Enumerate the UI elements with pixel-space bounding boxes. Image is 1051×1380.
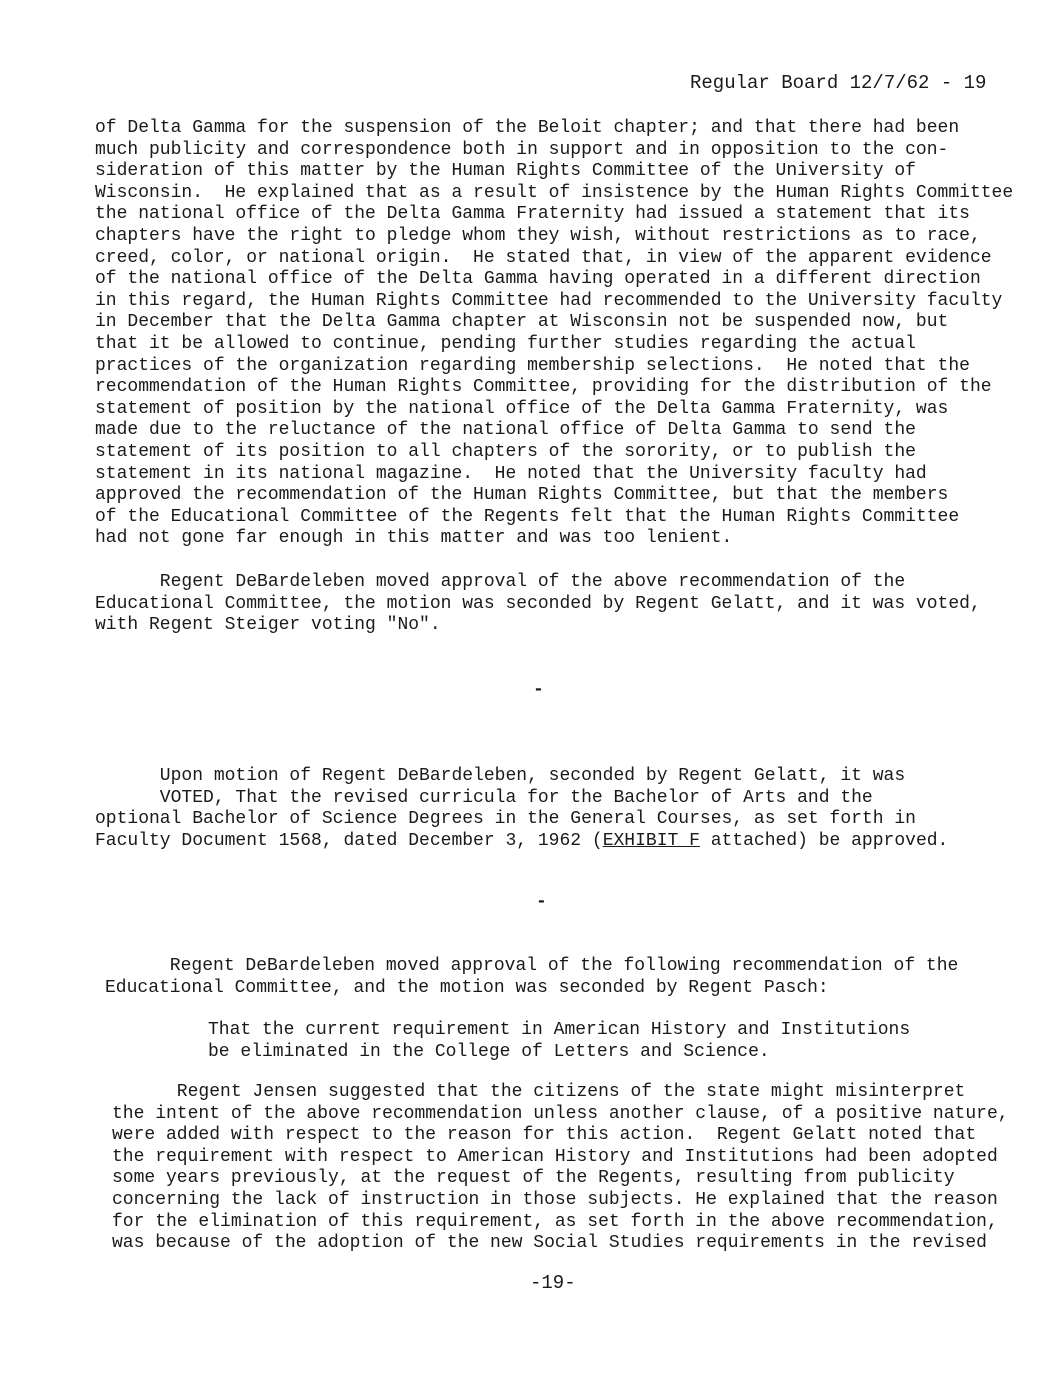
text-line: approved the recommendation of the Human Rights Committee, but that the members <box>95 485 949 506</box>
text-line: were added with respect to the reason for this action. Regent Gelatt noted that <box>112 1125 977 1146</box>
text-line: of the national office of the Delta Gamma having operated in a different direction <box>95 269 981 290</box>
text-segment: attached) be approved. <box>699 830 949 851</box>
text-line: Regent DeBardeleben moved approval of the above recommendation of the <box>95 572 906 592</box>
text-line: practices of the organization regarding membership selections. He noted that the <box>95 355 970 376</box>
text-line: in December that the Delta Gamma chapter at Wisconsin not be suspended now, but <box>95 312 949 333</box>
text-line: the national office of the Delta Gamma Fraternity had issued a statement that its <box>95 204 970 225</box>
text-segment: Faculty Document 1568, dated December 3, 1962 ( <box>95 830 603 851</box>
text-line: recommendation of the Human Rights Committee, providing for the distribution of the <box>95 377 992 398</box>
section-separator: - <box>533 680 544 700</box>
text-line: statement in its national magazine. He noted that the University faculty had <box>95 463 927 484</box>
quoted-recommendation <box>208 1020 928 1063</box>
text-line: that it be allowed to continue, pending further studies regarding the actual <box>95 333 916 354</box>
text-line: statement of position by the national office of the Delta Gamma Fraternity, was <box>95 398 949 419</box>
text-line: Educational Committee, and the motion was seconded by Regent Pasch: <box>105 977 829 998</box>
text-line: be eliminated in the College of Letters and Science. <box>208 1041 770 1062</box>
text-line: VOTED, That the revised curricula for the Bachelor of Arts and the <box>95 787 873 808</box>
text-line: statement of its position to all chapters of the sorority, or to publish the <box>95 441 916 462</box>
text-line: concerning the lack of instruction in those subjects. He explained that the reason <box>112 1189 998 1210</box>
paragraph-jensen-discussion <box>112 1082 1012 1255</box>
text-line: Regent Jensen suggested that the citizens of the state might misinterpret <box>112 1082 966 1102</box>
text-line: Upon motion of Regent DeBardeleben, seconded by Regent Gelatt, it was <box>95 766 906 786</box>
text-line: Wisconsin. He explained that as a result of insistence by the Human Rights Committee <box>95 182 1014 203</box>
text-line: of the Educational Committee of the Regents felt that the Human Rights Committee <box>95 506 960 527</box>
text-line: was because of the adoption of the new Social Studies requirements in the revised <box>112 1233 987 1254</box>
text-line: the requirement with respect to American History and Institutions had been adopted <box>112 1146 998 1167</box>
paragraph-history-recommendation <box>105 956 1005 999</box>
text-line: much publicity and correspondence both in support and in opposition to the con- <box>95 139 949 160</box>
text-line: for the elimination of this requirement, as set forth in the above recommendation, <box>112 1211 998 1232</box>
paragraph-curricula-vote <box>95 766 995 852</box>
text-line: some years previously, at the request of the Regents, resulting from publicity <box>112 1168 955 1189</box>
section-separator: - <box>536 892 547 912</box>
text-line: creed, color, or national origin. He stated that, in view of the apparent evidence <box>95 247 992 268</box>
text-line: chapters have the right to pledge whom they wish, without restrictions as to race, <box>95 225 981 246</box>
text-line: with Regent Steiger voting "No". <box>95 615 441 636</box>
text-line: in this regard, the Human Rights Committee had recommended to the University faculty <box>95 290 1003 311</box>
text-line: sideration of this matter by the Human Rights Committee of the University of <box>95 161 916 182</box>
text-line: Educational Committee, the motion was seconded by Regent Gelatt, and it was voted, <box>95 593 981 614</box>
text-line: the intent of the above recommendation unless another clause, of a positive nature, <box>112 1103 1009 1124</box>
text-line: Regent DeBardeleben moved approval of the following recommendation of the <box>105 956 959 976</box>
text-line: optional Bachelor of Science Degrees in the General Courses, as set forth in <box>95 809 916 830</box>
text-line: That the current requirement in American History and Institutions <box>208 1020 911 1040</box>
text-line: had not gone far enough in this matter and was too lenient. <box>95 528 733 549</box>
paragraph-vote-approval <box>95 572 995 637</box>
page-header: Regular Board 12/7/62 - 19 <box>690 72 987 94</box>
page-number: -19- <box>530 1272 576 1294</box>
paragraph-delta-gamma <box>95 118 1014 550</box>
text-line: of Delta Gamma for the suspension of the Beloit chapter; and that there had been <box>95 118 960 138</box>
text-line <box>95 831 995 853</box>
text-line: made due to the reluctance of the national office of Delta Gamma to send the <box>95 420 916 441</box>
exhibit-reference: EXHIBIT F <box>602 830 700 851</box>
